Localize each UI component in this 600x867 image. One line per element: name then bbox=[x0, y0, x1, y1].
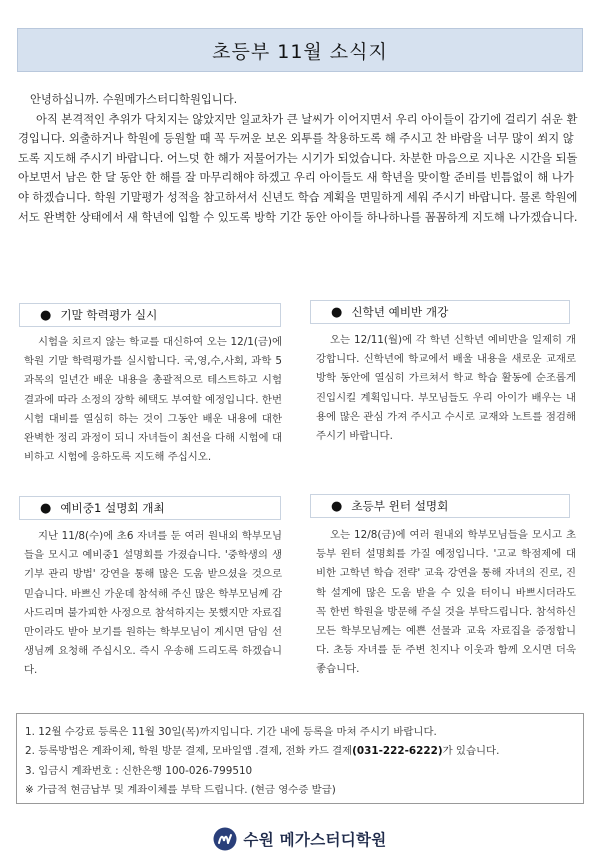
section-header-middle bbox=[19, 496, 281, 520]
footer-logo bbox=[0, 824, 600, 854]
academy-name: 수원 메가스터디학원 bbox=[243, 831, 387, 849]
intro-body: 아직 본격적인 추위가 닥치지는 않았지만 일교차가 큰 날씨가 이어지면서 우리 아이들이 감기에 걸리기 쉬운 환경입니다. 외출하거나 학원에 등원할 때 꼭 두꺼운 보온 외투를 착용하도록 해 주시고 찬 바람을 너무 많이 쐬지 않도록 지도해 주시기 바랍니다. 어느덧 한 해가 저물어가는 시기가 되었습니다. 차분한 마음으로 지나온 시간을 되돌아보면서 남은 한 달 동안 한 해를 잘 마무리해야 하겠고 우리 아이들도 새 학년을 맞이할 준비를 빈틈없이 해 나가야 하겠습니다. 학원 기말평가 성적을 참고하셔서 신년도 학습 계획을 면밀하게 세워 주시기 바랍니다. 물론 학원에서도 완벽한 상태에서 새 학년에 입할 수 있도록 방학 기간 동안 아이들 하나하나를 꼼꼼하게 지도해 나가겠습니다. bbox=[18, 112, 578, 224]
notice-line-2-text: 2. 등록방법은 계좌이체, 학원 방문 결제, 모바일앱 .결제, 전화 카드 결제 bbox=[25, 745, 353, 758]
section-title-exam: 기말 학력평가 실시 bbox=[60, 308, 158, 322]
bullet-icon: ● bbox=[40, 307, 52, 323]
section-body-exam: 시험을 치르지 않는 학교를 대신하여 오는 12/1(금)에 학원 기말 학력평가를 실시합니다. 국,영,수,사회, 과학 5과목의 일년간 배운 내용을 총괄적으로 테스트하고 시험 결과에 따라 소정의 장학 혜택도 부여할 예정입니다. 한번 시험 대비를 열심히 하는 것이 그동안 배운 내용에 대한 완벽한 정리 과정이 되니 자녀들이 최선을 다해 시험에 대비하고 시험에 응하도록 지도해 주십시오. bbox=[24, 336, 282, 464]
intro-letter bbox=[18, 90, 584, 227]
title-banner bbox=[17, 28, 583, 72]
notice-box bbox=[16, 713, 584, 804]
section-title-preclass: 신학년 예비반 개강 bbox=[351, 305, 449, 319]
bullet-icon: ● bbox=[40, 500, 52, 516]
intro-greeting: 안녕하십니까. 수원메가스터디학원입니다. bbox=[30, 93, 238, 106]
notice-line-2-suffix: 가 있습니다. bbox=[442, 745, 500, 758]
section-body-winter: 오는 12/8(금)에 여러 원내외 학부모님들을 모시고 초등부 윈터 설명회를 가질 예정입니다. '고교 학점제에 대비한 고학년 학습 전략' 교육 강연을 통해 자녀의 진로, 진학 설계에 많은 도움 받을 수 있을 터이니 바쁘시더라도 꼭 한번 학원을 방문해 주실 것을 부탁드립니다. 참석하신 모든 학부모님께는 예쁜 선물과 교육 자료집을 증정합니다. 초등 자녀를 둔 주변 친지나 이웃과 함께 오시면 더욱 좋습니다. bbox=[316, 529, 576, 676]
bullet-icon: ● bbox=[331, 304, 343, 320]
page-title: 초등부 11월 소식지 bbox=[212, 40, 388, 63]
section-body-middle: 지난 11/8(수)에 초6 자녀를 둔 여러 원내외 학부모님들을 모시고 예비중1 설명회를 가졌습니다. '중학생의 생기부 관리 방법' 강연을 통해 많은 도움 받으셨을 것으로 믿습니다. 바쁘신 가운데 참석해 주신 많은 학부모님께 감사드리며 불가피한 사정으로 참석하지는 못했지만 자료집만이라도 받아 보기를 원하는 학부모님이 계시면 담임 선생님께 요청해 주십시오. 즉시 우송해 드리도록 하겠습니다. bbox=[24, 530, 282, 677]
section-title-middle: 예비중1 설명회 개최 bbox=[60, 501, 165, 515]
section-body-preclass: 오는 12/11(월)에 각 학년 신학년 예비반을 일제히 개강합니다. 신학년에 학교에서 배울 내용을 새로운 교재로 방학 동안에 열심히 가르쳐서 학교 학습 활동에 순조롭게 진입시킬 계획입니다. 부모님들도 우리 아이가 배우는 내용에 많은 관심 가져 주시고 수시로 교재와 노트를 점검해 주시기 바랍니다. bbox=[316, 334, 576, 443]
notice-line-4: ※ 가급적 현금납부 및 계좌이체를 부탁 드립니다. (현금 영수증 발급) bbox=[25, 784, 336, 797]
section-header-exam bbox=[19, 303, 281, 327]
section-title-winter: 초등부 윈터 설명회 bbox=[351, 499, 449, 513]
notice-line-3: 3. 입금시 계좌번호 : 신한은행 100-026-799510 bbox=[25, 764, 253, 777]
section-header-preclass bbox=[310, 300, 570, 324]
academy-logo-icon bbox=[213, 827, 237, 851]
section-header-winter bbox=[310, 494, 570, 518]
notice-phone: (031-222-6222) bbox=[352, 745, 443, 758]
notice-line-2 bbox=[25, 742, 583, 761]
bullet-icon: ● bbox=[331, 498, 343, 514]
notice-line-1: 1. 12월 수강료 등록은 11월 30일(목)까지입니다. 기간 내에 등록을 마쳐 주시기 바랍니다. bbox=[25, 726, 437, 738]
